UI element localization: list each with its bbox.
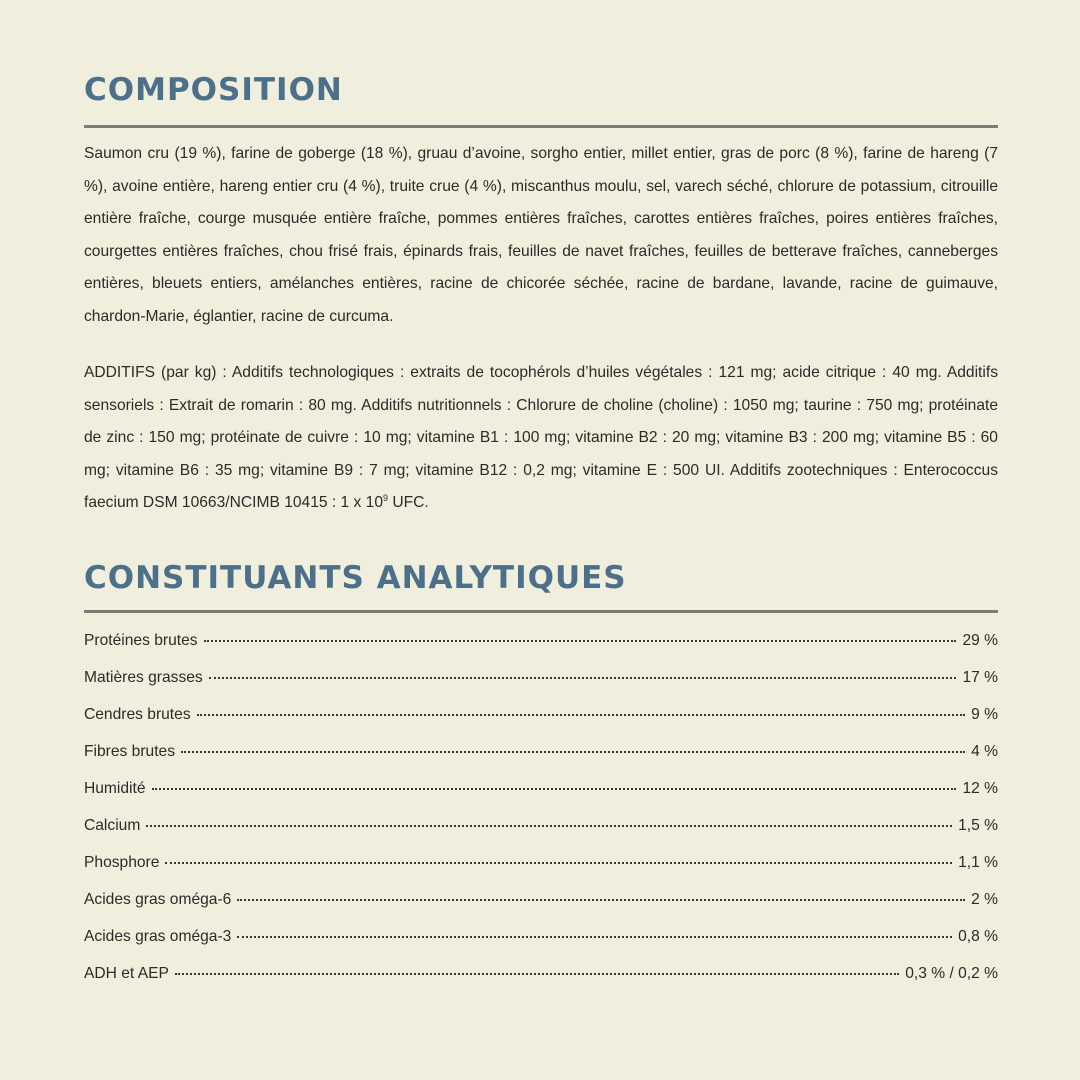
row-value: 4 %: [971, 743, 998, 760]
dot-leader: [197, 714, 966, 716]
analytical-row: [84, 853, 998, 890]
row-label: ADH et AEP: [84, 965, 169, 982]
row-label: Fibres brutes: [84, 743, 175, 760]
additives-paragraph: [84, 357, 998, 520]
row-value: 9 %: [971, 706, 998, 723]
analytical-row: [84, 816, 998, 853]
dot-leader: [152, 788, 957, 790]
analytical-heading: CONSTITUANTS ANALYTIQUES: [84, 560, 627, 596]
analytical-row: [84, 890, 998, 927]
row-value: 17 %: [962, 669, 998, 686]
additives-text: ADDITIFS (par kg) : Additifs technologiques : extraits de tocophérols d’huiles végétales : 121 mg; acide citrique : 40 mg. Additifs sensoriels : Extrait de romarin : 80 mg. Additifs nutritionnels : Chlorure de choline (choline) : 1050 mg; taurine : 750 mg; protéinate de zinc : 150 mg; protéinate de cuivre : 10 mg; vitamine B1 : 100 mg; vitamine B2 : 20 mg; vitamine B3 : 200 mg; vitamine B5 : 60 mg; vitamine B6 : 35 mg; vitamine B9 : 7 mg; vitamine B12 : 0,2 mg; vitamine E : 500 UI. Additifs zootechniques : Enterococcus faecium DSM 10663/NCIMB 10415 : 1 x 10: [84, 364, 998, 511]
analytical-row: [84, 705, 998, 742]
additives-end: UFC.: [388, 494, 429, 511]
row-value: 2 %: [971, 891, 998, 908]
dot-leader: [175, 973, 899, 975]
row-value: 0,8 %: [958, 928, 998, 945]
analytical-row: [84, 742, 998, 779]
analytical-table: [84, 631, 998, 1001]
dot-leader: [165, 862, 952, 864]
analytical-row: [84, 927, 998, 964]
row-value: 12 %: [962, 780, 998, 797]
row-label: Cendres brutes: [84, 706, 191, 723]
analytical-row: [84, 964, 998, 1001]
dot-leader: [237, 899, 965, 901]
row-label: Humidité: [84, 780, 146, 797]
dot-leader: [146, 825, 952, 827]
row-value: 0,3 % / 0,2 %: [905, 965, 998, 982]
dot-leader: [181, 751, 965, 753]
row-value: 1,1 %: [958, 854, 998, 871]
row-value: 1,5 %: [958, 817, 998, 834]
dot-leader: [209, 677, 957, 679]
analytical-row: [84, 631, 998, 668]
composition-heading: COMPOSITION: [84, 72, 343, 108]
row-label: Acides gras oméga-6: [84, 891, 232, 908]
analytical-row: [84, 779, 998, 816]
row-label: Matières grasses: [84, 669, 203, 686]
dot-leader: [204, 640, 957, 642]
additives-exponent: 9: [383, 493, 389, 503]
ingredients-paragraph: Saumon cru (19 %), farine de goberge (18 %), gruau d’avoine, sorgho entier, millet entier, gras de porc (8 %), farine de hareng (7 %), avoine entière, hareng entier cru (4 %), truite crue (4 %), miscanthus moulu, sel, varech séché, chlorure de potassium, citrouille entière fraîche, courge musquée entière fraîche, pommes entières fraîches, carottes entières fraîches, poires entières fraîches, courgettes entières fraîches, chou frisé frais, épinards frais, feuilles de navet fraîches, feuilles de betterave fraîches, canneberges entières, bleuets entiers, amélanches entières, racine de chicorée séchée, racine de bardane, lavande, racine de guimauve, chardon-Marie, églantier, racine de curcuma.: [84, 145, 998, 325]
row-label: Phosphore: [84, 854, 160, 871]
row-value: 29 %: [962, 632, 998, 649]
row-label: Calcium: [84, 817, 141, 834]
row-label: Acides gras oméga-3: [84, 928, 232, 945]
row-label: Protéines brutes: [84, 632, 198, 649]
composition-divider: [84, 125, 998, 128]
dot-leader: [237, 936, 952, 938]
analytical-row: [84, 668, 998, 705]
analytical-divider: [84, 610, 998, 613]
